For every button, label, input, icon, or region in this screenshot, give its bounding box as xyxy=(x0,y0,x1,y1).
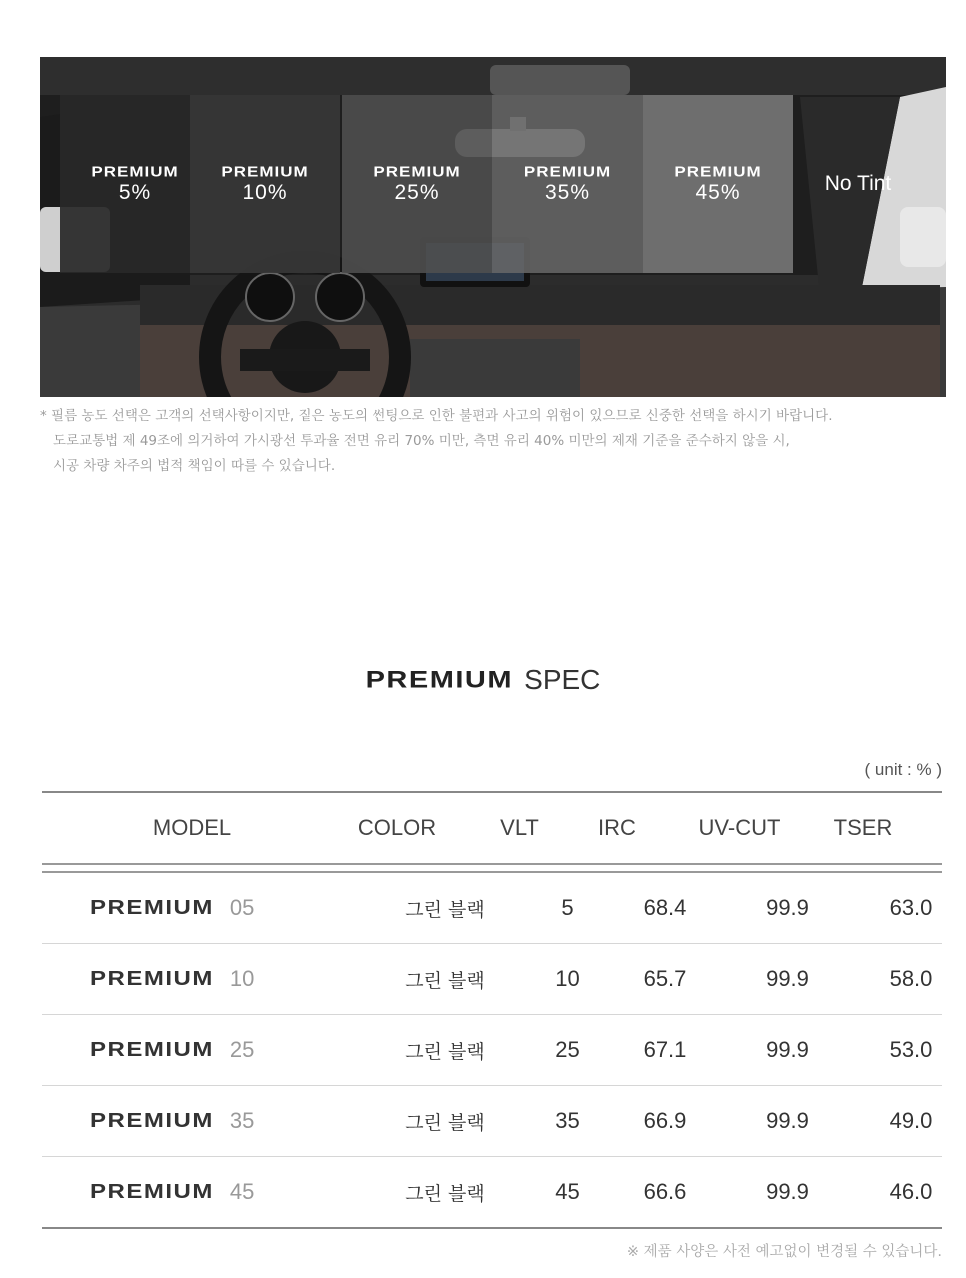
vlt-cell: 5 xyxy=(561,895,574,920)
notice-line: * 필름 농도 선택은 고객의 선택사항이지만, 짙은 농도의 썬팅으로 인한 불편과 사고의 위험이 있으므로 신중한 선택을 하시기 바랍니다. xyxy=(40,408,833,424)
uv-cell: 99.9 xyxy=(766,1108,809,1133)
no-tint-label: No Tint xyxy=(824,172,892,195)
band-percent: 10% xyxy=(242,181,288,204)
header-model: MODEL xyxy=(152,815,232,840)
model-number: 45 xyxy=(229,1179,255,1204)
table-row xyxy=(42,1015,942,1086)
color-cell: 그린 블랙 xyxy=(405,1182,485,1205)
tser-cell: 58.0 xyxy=(889,966,933,991)
band-brand: PREMIUM xyxy=(523,163,612,180)
model-brand: PREMIUM xyxy=(90,1038,214,1062)
vlt-cell: 45 xyxy=(555,1179,580,1204)
model-number: 35 xyxy=(229,1108,255,1133)
model-number: 10 xyxy=(229,966,255,991)
table-row xyxy=(42,1157,942,1229)
header-tser: TSER xyxy=(833,815,893,840)
model-number: 05 xyxy=(229,895,255,920)
header-irc: IRC xyxy=(598,815,636,840)
table-row xyxy=(42,873,942,944)
model-brand: PREMIUM xyxy=(90,1180,214,1204)
model-cell xyxy=(42,1178,390,1206)
color-cell: 그린 블랙 xyxy=(405,969,485,992)
tint-band-none xyxy=(793,95,923,273)
model-brand: PREMIUM xyxy=(90,967,214,991)
tser-cell: 63.0 xyxy=(889,895,933,920)
uv-cell: 99.9 xyxy=(766,895,809,920)
model-brand: PREMIUM xyxy=(90,1109,214,1133)
spec-table xyxy=(42,791,942,1229)
vlt-cell: 35 xyxy=(555,1108,580,1133)
tint-comparison-image xyxy=(40,57,946,397)
model-cell xyxy=(42,1107,390,1135)
tint-band-45 xyxy=(643,95,793,273)
header-color: COLOR xyxy=(357,815,437,840)
band-percent: 35% xyxy=(544,181,591,204)
spec-heading xyxy=(0,664,966,697)
uv-cell: 99.9 xyxy=(766,1179,809,1204)
tser-cell: 49.0 xyxy=(889,1108,933,1133)
irc-cell: 68.4 xyxy=(643,895,687,920)
irc-cell: 67.1 xyxy=(643,1037,687,1062)
spec-title: SPEC xyxy=(524,664,601,695)
model-cell xyxy=(42,894,390,922)
tint-band-10 xyxy=(190,95,340,273)
tint-band-25 xyxy=(342,95,492,273)
header-vlt: VLT xyxy=(500,815,539,840)
spec-footnote: ※ 제품 사양은 사전 예고없이 변경될 수 있습니다. xyxy=(626,1244,942,1260)
vlt-cell: 25 xyxy=(555,1037,580,1062)
model-brand: PREMIUM xyxy=(90,896,214,920)
header-divider xyxy=(42,863,942,873)
color-cell: 그린 블랙 xyxy=(405,1111,485,1134)
table-row xyxy=(42,944,942,1015)
band-percent: 25% xyxy=(394,181,440,204)
band-percent: 5% xyxy=(118,181,152,204)
band-brand: PREMIUM xyxy=(373,163,461,180)
band-percent: 45% xyxy=(695,181,741,204)
model-cell xyxy=(42,965,390,993)
table-header xyxy=(42,791,942,863)
tint-band-5 xyxy=(60,95,210,273)
unit-label: ( unit : % ) xyxy=(864,760,942,779)
table-row xyxy=(42,1086,942,1157)
irc-cell: 65.7 xyxy=(643,966,687,991)
uv-cell: 99.9 xyxy=(766,966,809,991)
model-number: 25 xyxy=(229,1037,255,1062)
color-cell: 그린 블랙 xyxy=(405,898,485,921)
band-brand: PREMIUM xyxy=(674,163,762,180)
vlt-cell: 10 xyxy=(555,966,580,991)
tint-notice xyxy=(40,404,940,479)
model-cell xyxy=(42,1036,390,1064)
header-uv-cut: UV-CUT xyxy=(698,815,781,840)
band-brand: PREMIUM xyxy=(221,163,309,180)
notice-line: 도로교통법 제 49조에 의거하여 가시광선 투과율 전면 유리 70% 미만, 측면 유리 40% 미만의 제재 기준을 준수하지 않을 시, xyxy=(53,433,790,449)
irc-cell: 66.6 xyxy=(643,1179,687,1204)
tser-cell: 46.0 xyxy=(889,1179,933,1204)
uv-cell: 99.9 xyxy=(766,1037,809,1062)
spec-brand: PREMIUM xyxy=(365,666,514,694)
notice-line: 시공 차량 차주의 법적 책임이 따를 수 있습니다. xyxy=(53,458,336,474)
band-brand: PREMIUM xyxy=(91,163,179,180)
tser-cell: 53.0 xyxy=(889,1037,933,1062)
irc-cell: 66.9 xyxy=(643,1108,687,1133)
color-cell: 그린 블랙 xyxy=(405,1040,485,1063)
tint-band-35 xyxy=(492,95,643,273)
